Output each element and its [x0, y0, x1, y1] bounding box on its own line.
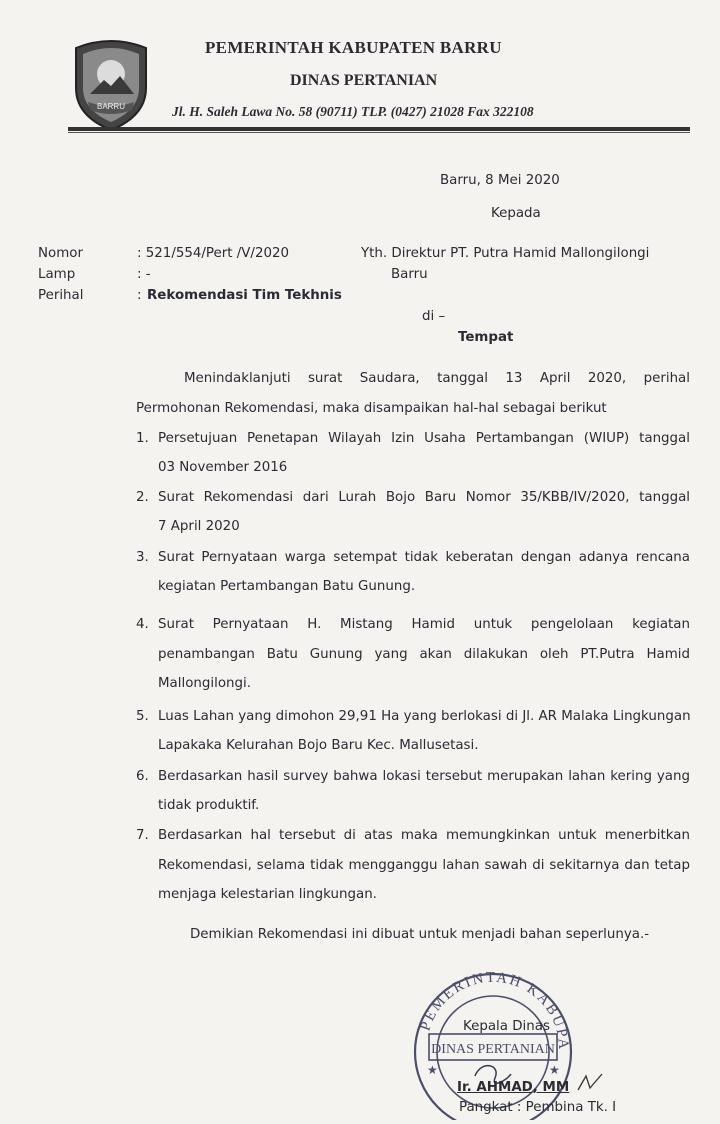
- list-item-line: Berdasarkan hal tersebut di atas maka memungkinkan untuk menerbitkan: [158, 828, 690, 843]
- list-item-line: Persetujuan Penetapan Wilayah Izin Usaha Pertambangan (WIUP) tanggal: [158, 431, 690, 446]
- recipient-name: Yth. Direktur PT. Putra Hamid Mallongilongi: [361, 246, 650, 261]
- svg-text:★: ★: [427, 1063, 438, 1077]
- list-item-line: Surat Pernyataan H. Mistang Hamid untuk pengelolaan kegiatan: [158, 617, 690, 632]
- list-item-line: Luas Lahan yang dimohon 29,91 Ha yang berlokasi di Jl. AR Malaka Lingkungan: [158, 709, 691, 724]
- list-item-number: 1.: [136, 431, 149, 446]
- closing-sentence: Demikian Rekomendasi ini dibuat untuk menjadi bahan seperlunya.-: [190, 927, 650, 942]
- list-item-number: 5.: [136, 709, 149, 724]
- letterhead-address: Jl. H. Saleh Lawa No. 58 (90711) TLP. (0427) 21028 Fax 322108: [172, 104, 534, 119]
- list-item-line: Mallongilongi.: [158, 676, 251, 691]
- list-item-number: 6.: [136, 769, 149, 784]
- stamp-center-text: DINAS PERTANIAN: [431, 1042, 555, 1057]
- signatory-rank: Pangkat : Pembina Tk. I: [459, 1100, 617, 1115]
- signatory-name: Ir. AHMAD, MM: [457, 1080, 570, 1095]
- recipient-kepada: Kepada: [491, 206, 541, 221]
- list-item-line: Lapakaka Kelurahan Bojo Baru Kec. Mallusetasi.: [158, 738, 479, 753]
- recipient-di: di –: [422, 309, 446, 324]
- signatory-title: Kepala Dinas: [463, 1019, 550, 1034]
- list-item-line: 03 November 2016: [158, 460, 288, 475]
- list-item-line: Surat Rekomendasi dari Lurah Bojo Baru Nomor 35/KBB/IV/2020, tanggal: [158, 490, 690, 505]
- intro-line-2: Permohonan Rekomendasi, maka disampaikan hal-hal sebagai berikut: [136, 401, 607, 416]
- perihal-value: Rekomendasi Tim Tekhnis: [147, 288, 342, 303]
- signature-mark: [576, 1072, 606, 1098]
- list-item-line: kegiatan Pertambangan Batu Gunung.: [158, 579, 416, 594]
- list-item-number: 3.: [136, 550, 149, 565]
- letterhead-rule: [68, 127, 690, 131]
- letterhead-government: PEMERINTAH KABUPATEN BARRU: [205, 38, 502, 57]
- recipient-tempat: Tempat: [458, 330, 514, 345]
- place-date: Barru, 8 Mei 2020: [440, 173, 560, 188]
- list-item-number: 7.: [136, 828, 149, 843]
- list-item-line: menjaga kelestarian lingkungan.: [158, 887, 377, 902]
- lamp-value: : -: [137, 267, 151, 282]
- list-item-line: penambangan Batu Gunung yang akan dilakukan oleh PT.Putra Hamid: [158, 647, 690, 662]
- list-item-line: Surat Pernyataan warga setempat tidak keberatan dengan adanya rencana: [158, 550, 690, 565]
- stamp-ring-text: PEMERINTAH KABUPA: [417, 970, 572, 1050]
- logo-text: BARRU: [96, 102, 126, 111]
- perihal-label: Perihal: [38, 288, 84, 303]
- official-stamp: [405, 970, 575, 1120]
- list-item-number: 4.: [136, 617, 149, 632]
- intro-line-1: Menindaklanjuti surat Saudara, tanggal 13 April 2020, perihal: [184, 371, 690, 386]
- list-item-line: Rekomendasi, selama tidak mengganggu lahan sawah di sekitarnya dan tetap: [158, 858, 690, 873]
- lamp-label: Lamp: [38, 267, 76, 282]
- perihal-colon: :: [137, 288, 142, 303]
- letterhead-agency: DINAS PERTANIAN: [290, 72, 438, 89]
- svg-text:★: ★: [549, 1063, 560, 1077]
- recipient-city: Barru: [391, 267, 428, 282]
- nomor-label: Nomor: [38, 246, 83, 261]
- regency-logo: [68, 36, 154, 134]
- letterhead-rule-thin: [68, 132, 690, 133]
- list-item-line: Berdasarkan hasil survey bahwa lokasi tersebut merupakan lahan kering yang: [158, 769, 690, 784]
- nomor-value: : 521/554/Pert /V/2020: [137, 246, 290, 261]
- list-item-line: 7 April 2020: [158, 519, 240, 534]
- list-item-number: 2.: [136, 490, 149, 505]
- svg-text:PEMERINTAH KABUPATEN: [405, 970, 571, 1050]
- list-item-line: tidak produktif.: [158, 798, 260, 813]
